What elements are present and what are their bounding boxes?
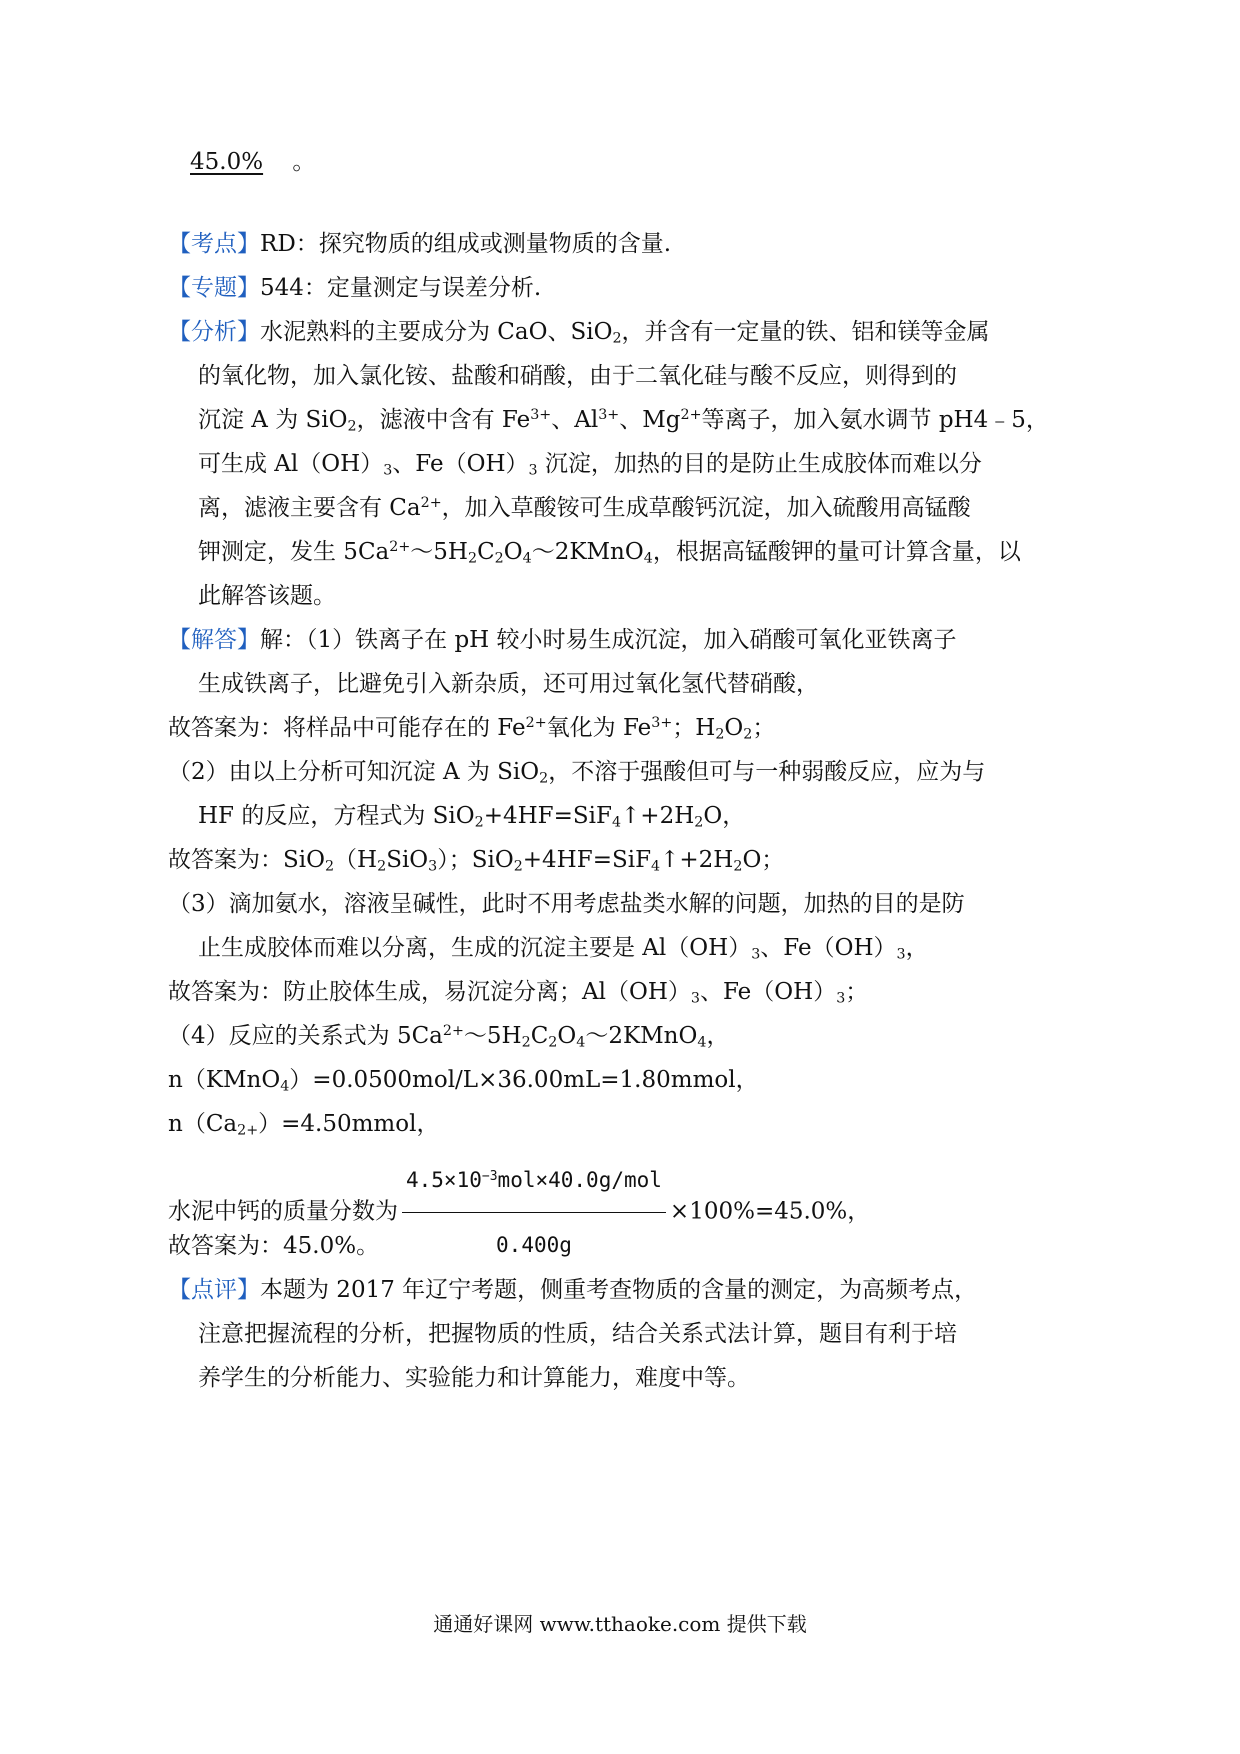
fraction — [402, 1150, 666, 1275]
zhuanti-tag: 【专题】 — [168, 275, 260, 301]
fenxi-tag: 【分析】 — [168, 319, 260, 345]
kaodian-tag: 【考点】 — [168, 231, 260, 257]
document-page: 45.0% 。 【考点】RD：探究物质的组成或测量物质的含量. 【专题】544：定量测定与误差分析. 【分析】水泥熟料的主要成分为 CaO、SiO$_2$，并含有一定量的铁、铝和镁等金属 的氧化物，加入氯化铵、盐酸和硝酸，由于二氧化硅与酸不反应，则得到的 沉淀 A 为 SiO$_2$，滤液中含有 $Fe^{3+}$、$Al^{3+}$、$Mg^{2+}$等离子，加入氨水调节 pH4﹣5， 可生成 $Al(OH)_3$、$Fe(OH)_3$ 沉淀，加热的目的是防止生成胶体而难以分 离，滤液主要含有 $Ca^{2+}$，加入草酸铵可生成草酸钙沉淀，加入硫酸用高锰酸 钾测定，发生 $5Ca^{2+}\sim 5H_2C_2O_4\sim 2KMnO_4$，根据高锰酸钾的量可计算含量，以 此解答该题。 【解答】解：（1）铁离子在 pH 较小时易生成沉淀，加入硝酸可氧化亚铁离子 生成铁离子，比避免引入新杂质，还可用过氧化氢代替硝酸， 故答案为：将样品中可能存在的 $Fe^{2+}$氧化为 $Fe^{3+}$；$H_2O_2$； （2）由以上分析可知沉淀 A 为 SiO$_2$，不溶于强酸但可与一种弱酸反应，应为与 HF 的反应，方程式为 $SiO_2+4HF=SiF_4↑+2H_2O$， 故答案为：$SiO_2(H_2SiO_3)$；$SiO_2+4HF=SiF_4↑+2H_2O$； （3）滴加氨水，溶液呈碱性，此时不用考虑盐类水解的问题，加热的目的是防 止生成胶体而难以分离，生成的沉淀主要是 $Al(OH)_3$、$Fe(OH)_3$， 故答案为：防止胶体生成，易沉淀分离；$Al(OH)_3$、$Fe(OH)_3$； （4）反应的关系式为 $5Ca^{2+}\sim 5H_2C_2O_4\sim 2KMnO_4$， n（KMnO$_4$）=0.0500mol/L×36.00mL=1.80mmol， $n(Ca_{2+})=4.50mmol$， 水泥中钙的质量分数为 $\frac{4.5\times 10^{-3}mol\times 40.0g/mol}{0.400g}$ ×100%=45.0%， 故答案为：45.0%。 【点评】本题为 2017 年辽宁考题，侧重考查物质的含量的测定，为高频考点， 注意把握流程的分析，把握物质的性质，结合关系式法计算，题目有利于培 养学生的分析能力、实验能力和计算能力，难度中等。 通通好课网 www.tthaoke.com 提供下载 — [0, 0, 1240, 1754]
dianping-tag: 【点评】 — [168, 1277, 260, 1303]
jieda-tag: 【解答】 — [168, 627, 260, 653]
fraction-numerator: $4.5\times 10^{-3}mol\times 40.0g$/mol — [402, 1150, 666, 1213]
answer-blank: 45.0% — [190, 149, 264, 175]
fraction-denominator: 0.400g — [496, 1233, 572, 1257]
footer-source: 通通好课网 www.tthaoke.com 提供下载 — [433, 1612, 807, 1636]
